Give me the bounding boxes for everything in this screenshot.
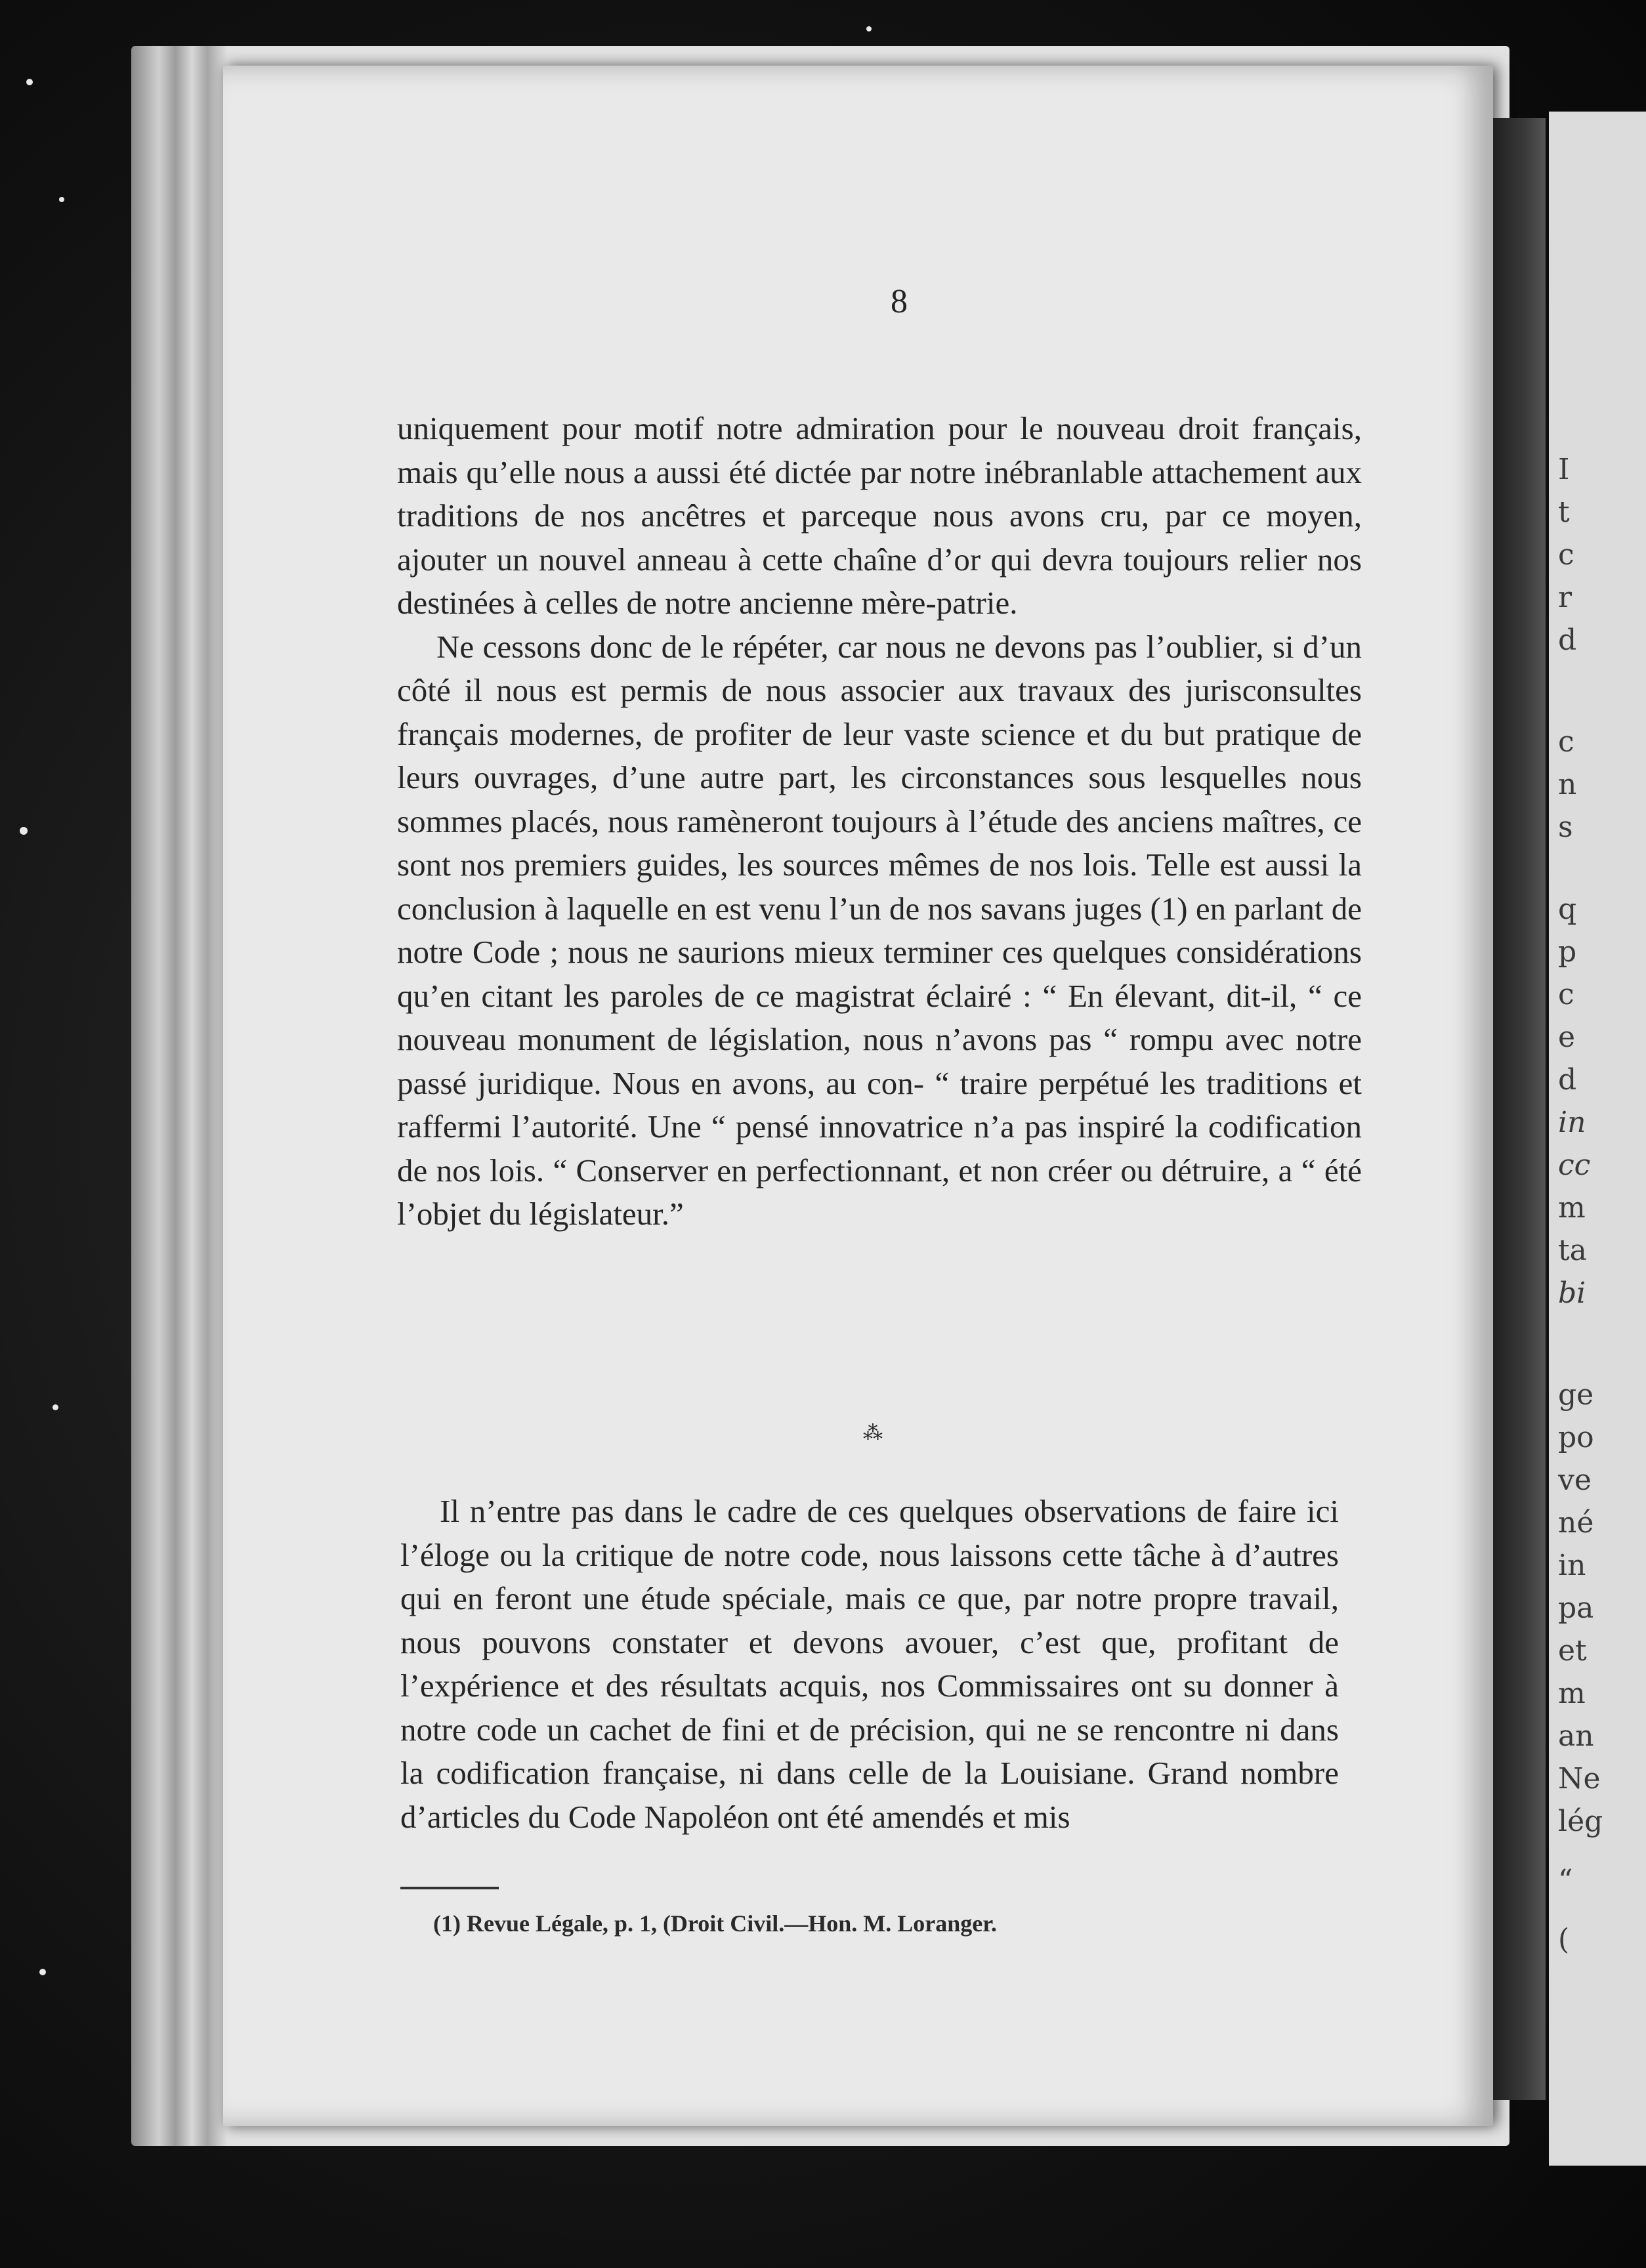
- main-text-after-break: [400, 1490, 1339, 1839]
- facing-page-letter: m: [1558, 1677, 1586, 1710]
- facing-page-letter: c: [1558, 538, 1574, 572]
- facing-page-letter: an: [1558, 1719, 1594, 1753]
- facing-page-letter: n: [1558, 768, 1577, 801]
- facing-page-letter: Ne: [1558, 1762, 1601, 1796]
- facing-page-letter: (: [1558, 1923, 1570, 1956]
- footnote-rule: [400, 1887, 499, 1889]
- facing-page-letter: ta: [1558, 1234, 1587, 1267]
- facing-page-letter: d: [1558, 1063, 1577, 1097]
- facing-page-letter: p: [1558, 935, 1577, 969]
- facing-page-letter: e: [1558, 1020, 1576, 1054]
- asterism: ⁂: [863, 1421, 883, 1444]
- book-gutter-shadow: [1493, 118, 1546, 2100]
- dust-speck: [20, 827, 28, 835]
- dust-speck: [59, 197, 64, 202]
- facing-page-letter: in: [1558, 1549, 1586, 1582]
- facing-page-letter: pa: [1558, 1591, 1594, 1625]
- facing-page-letter: r: [1558, 581, 1572, 614]
- main-text: [397, 407, 1362, 1236]
- facing-page-letter: m: [1558, 1191, 1586, 1225]
- facing-page-letter: lég: [1558, 1805, 1603, 1838]
- facing-page-letter: in: [1558, 1106, 1586, 1139]
- facing-page-letter: I: [1558, 453, 1570, 486]
- facing-page-letter: né: [1558, 1506, 1594, 1540]
- dust-speck: [26, 79, 33, 85]
- facing-page-letter: s: [1558, 810, 1573, 844]
- facing-page-letter: cc: [1558, 1148, 1591, 1182]
- dust-speck: [53, 1404, 58, 1410]
- dust-speck: [39, 1969, 46, 1975]
- facing-page-letter: et: [1558, 1634, 1587, 1668]
- facing-page-letter: bi: [1558, 1276, 1586, 1310]
- facing-page-letter: c: [1558, 725, 1574, 759]
- facing-page-fragment: [1549, 112, 1646, 2166]
- facing-page-letter: t: [1558, 495, 1570, 529]
- paragraph-continuation: uniquement pour motif notre admiration pour le nouveau droit français, mais qu’elle nous a aussi été dictée par notre inébranlable attachement aux traditions de nos ancêtres et parceque nous avons cru, par ce moyen, ajouter un nouvel anneau à cette chaîne d’or qui devra toujours relier nos destinées à celles de notre ancienne mère-patrie.: [397, 410, 1362, 621]
- paragraph: Ne cessons donc de le répéter, car nous ne devons pas l’oublier, si d’un côté il nous est permis de nous associer aux travaux des jurisconsultes français modernes, de profiter de leur vaste science et du but pratique de leurs ouvrages, d’une autre part, les circonstances sous lesquelles nous sommes placés, nous ramèneront toujours à l’étude des anciens maîtres, ce sont nos premiers guides, les sources mêmes de nos lois. Telle est aussi la conclusion à laquelle en est venu l’un de nos savans juges (1) en parlant de notre Code ; nous ne saurions mieux terminer ces quelques considérations qu’en citant les paroles de ce magistrat éclairé : “ En élevant, dit-il, “ ce nouveau monument de législation, nous n’avons pas “ rompu avec notre passé juridique. Nous en avons, au con- “ traire perpétué les traditions et raffermi l’autorité. Une “ pensé innovatrice n’a pas inspiré la codification de nos lois. “ Conserver en perfectionnant, et non créer ou détruire, a “ été l’objet du législateur.”: [397, 628, 1362, 1232]
- facing-page-letter: ve: [1558, 1463, 1592, 1497]
- footnote: (1) Revue Légale, p. 1, (Droit Civil.—Hon. M. Loranger.: [433, 1910, 997, 1937]
- facing-page-letter: d: [1558, 623, 1577, 657]
- facing-page-letter: po: [1558, 1421, 1594, 1454]
- page-number: 8: [891, 283, 908, 320]
- facing-page-letter: c: [1558, 978, 1574, 1011]
- facing-page-letter: q: [1558, 892, 1577, 926]
- dust-speck: [866, 26, 872, 32]
- facing-page-letter: ge: [1558, 1378, 1594, 1412]
- paragraph: Il n’entre pas dans le cadre de ces quelques observations de faire ici l’éloge ou la critique de notre code, nous laissons cette tâche à d’autres qui en feront une étude spéciale, mais ce que, par notre propre travail, nous pouvons constater et devons avouer, c’est que, profitant de l’expérience et des résultats acquis, nos Commissaires ont su donner à notre code un cachet de fini et de précision, qui ne se rencontre ni dans la codification française, ni dans celle de la Louisiane. Grand nombre d’articles du Code Napoléon ont été amendés et mis: [400, 1493, 1339, 1835]
- facing-page-letter: “: [1558, 1864, 1573, 1897]
